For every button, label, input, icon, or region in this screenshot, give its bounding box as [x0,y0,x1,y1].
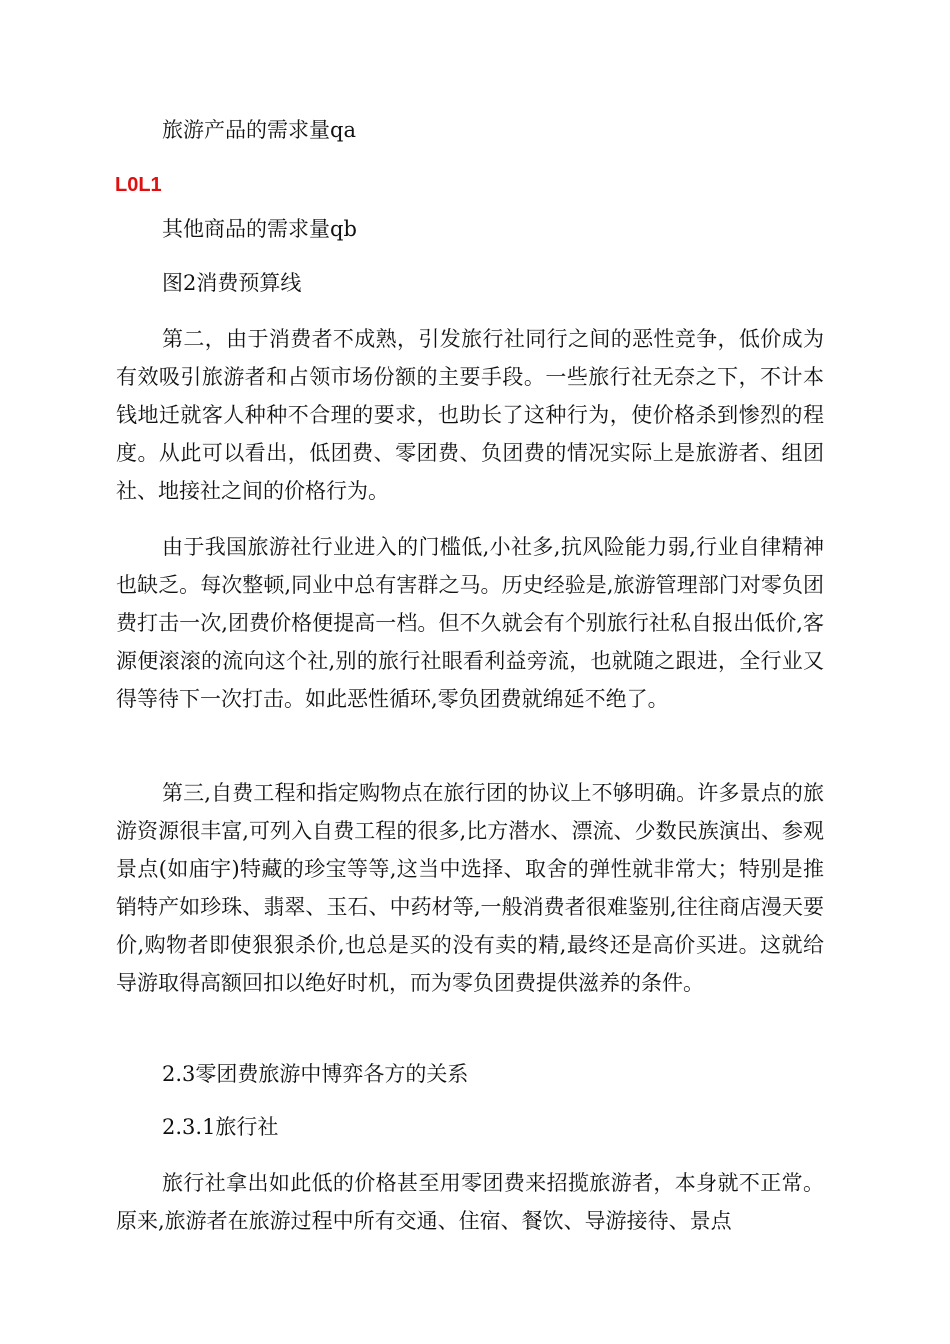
paragraph-second-point: 第二，由于消费者不成熟，引发旅行社同行之间的恶性竞争，低价成为有效吸引旅游者和占领市场份额的主要手段。一些旅行社无奈之下，不计本钱地迁就客人种种不合理的要求，也助长了这种行为，使价格杀到惨烈的程度。从此可以看出，低团费、零团费、负团费的情况实际上是旅游者、组团社、地接社之间的价格行为。 [116,327,824,503]
subsection-heading: 2.3.1旅行社 [162,1115,279,1139]
figure-marker-label: L0L1 [115,174,162,196]
figure-caption: 图2消费预算线 [162,271,302,295]
section-heading: 2.3零团费旅游中博弈各方的关系 [162,1062,469,1086]
paragraph-travel-agency: 旅行社拿出如此低的价格甚至用零团费来招揽旅游者，本身就不正常。原来,旅游者在旅游过程中所有交通、住宿、餐饮、导游接待、景点 [116,1171,824,1233]
paragraph-industry-entry: 由于我国旅游社行业进入的门槛低,小社多,抗风险能力弱,行业自律精神也缺乏。每次整顿,同业中总有害群之马。历史经验是,旅游管理部门对零负团费打击一次,团费价格便提高一档。但不久就会有个别旅行社私自报出低价,客源便滚滚的流向这个社,别的旅行社眼看利益旁流，也就随之跟进，全行业又得等待下一次打击。如此恶性循环,零负团费就绵延不绝了。 [116,535,824,711]
figure-label-qb: 其他商品的需求量qb [162,217,357,241]
figure-label-qa: 旅游产品的需求量qa [162,118,356,142]
paragraph-third-point: 第三,自费工程和指定购物点在旅行团的协议上不够明确。许多景点的旅游资源很丰富,可列入自费工程的很多,比方潜水、漂流、少数民族演出、参观景点(如庙宇)特藏的珍宝等等,这当中选择、取舍的弹性就非常大；特别是推销特产如珍珠、翡翠、玉石、中药材等,一般消费者很难鉴别,往往商店漫天要价,购物者即使狠狠杀价,也总是买的没有卖的精,最终还是高价买进。这就给导游取得高额回扣以绝好时机，而为零负团费提供滋养的条件。 [116,781,824,995]
